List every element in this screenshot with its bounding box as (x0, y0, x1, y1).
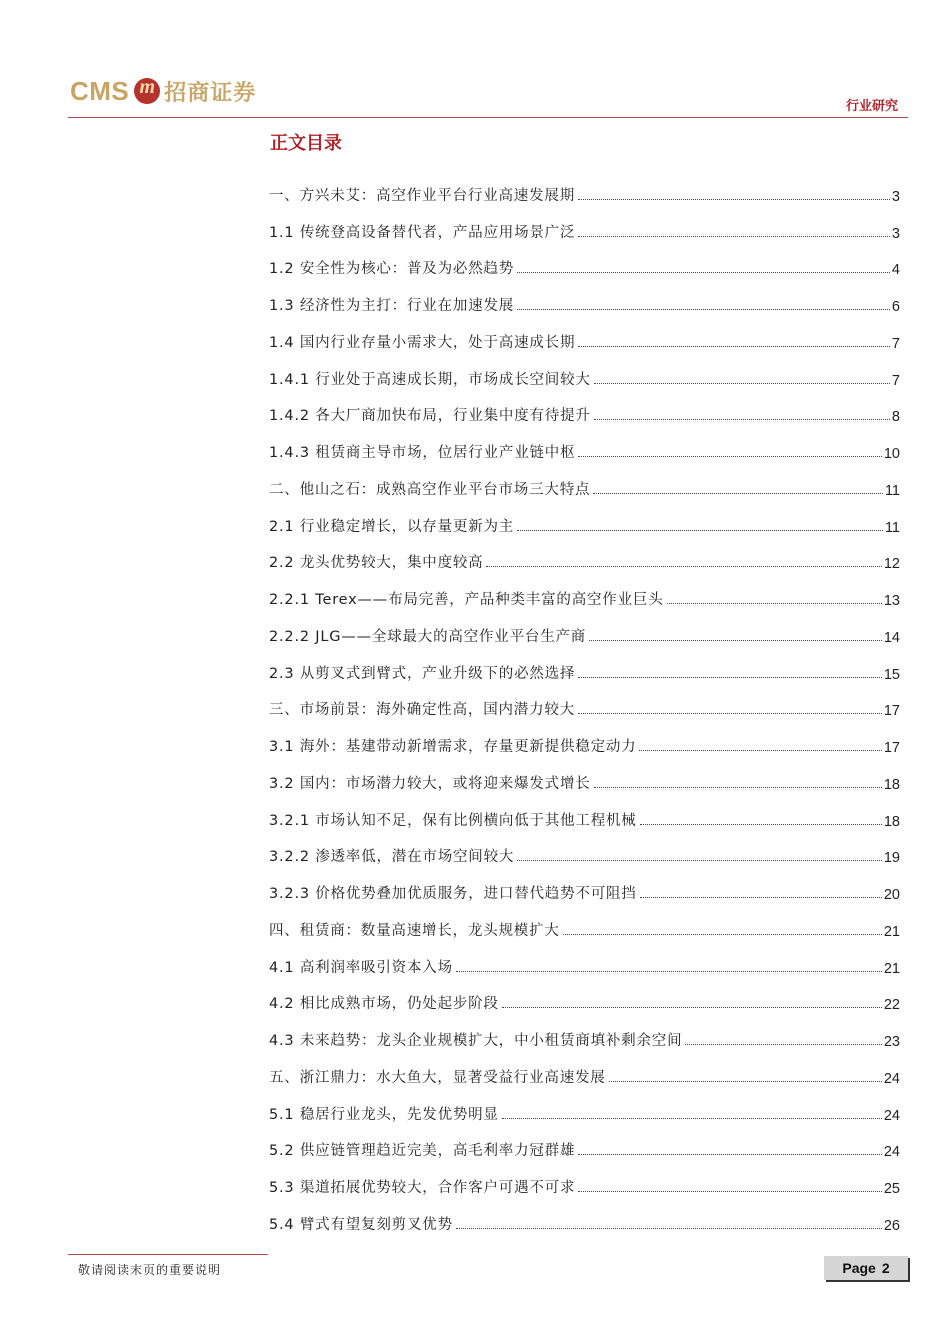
toc-entry-label: 1.2 安全性为核心：普及为必然趋势 (269, 261, 515, 278)
page-number: 2 (881, 1260, 890, 1276)
toc-leader-dots (502, 1118, 882, 1119)
toc-entry-label: 4.2 相比成熟市场，仍处起步阶段 (269, 996, 499, 1013)
toc-entry-page: 25 (883, 1181, 900, 1197)
toc-entry-page: 6 (891, 299, 900, 315)
header-divider (68, 117, 908, 118)
logo-emblem-icon (134, 78, 160, 104)
company-logo (70, 74, 256, 108)
toc-entry-label: 四、租赁商：数量高速增长，龙头规模扩大 (269, 922, 560, 939)
toc-entry-label: 4.1 高利润率吸引资本入场 (269, 959, 453, 976)
toc-entry[interactable] (269, 1013, 900, 1050)
page-indicator (824, 1256, 908, 1280)
toc-entry-label: 2.2.2 JLG——全球最大的高空作业平台生产商 (269, 628, 587, 645)
toc-entry[interactable] (269, 1160, 900, 1197)
toc-entry-label: 3.1 海外：基建带动新增需求，存量更新提供稳定动力 (269, 739, 637, 755)
toc-leader-dots (502, 1007, 882, 1008)
toc-leader-dots (578, 677, 882, 678)
toc-entry-page: 18 (883, 776, 900, 793)
toc-leader-dots (593, 493, 883, 494)
toc-entry-page: 24 (883, 1107, 900, 1124)
toc-entry-page: 10 (883, 446, 900, 462)
toc-leader-dots (456, 971, 882, 972)
logo-cms-text: CMS (70, 75, 130, 106)
toc-leader-dots (589, 640, 882, 641)
toc-entry-page: 4 (891, 262, 900, 279)
toc-entry-label: 4.3 未来趋势：龙头企业规模扩大，中小租赁商填补剩余空间 (269, 1033, 683, 1049)
toc-entry-page: 22 (883, 997, 900, 1014)
toc-leader-dots (640, 897, 882, 898)
toc-entry-page: 24 (883, 1144, 900, 1161)
report-category: 行业研究 (845, 99, 898, 114)
toc-leader-dots (609, 1081, 882, 1082)
toc-entry[interactable] (269, 866, 900, 903)
toc-entry-label: 2.2.1 Terex——布局完善，产品种类丰富的高空作业巨头 (269, 592, 664, 608)
toc-entry[interactable] (269, 572, 900, 609)
toc-entry-label: 2.2 龙头优势较大，集中度较高 (269, 555, 484, 572)
toc-entry-label: 二、他山之石：成熟高空作业平台市场三大特点 (269, 481, 591, 498)
toc-entry-label: 3.2.2 渗透率低，潜在市场空间较大 (269, 849, 515, 866)
toc-entry-page: 18 (883, 813, 900, 830)
toc-entry[interactable] (269, 940, 900, 977)
toc-entry[interactable] (269, 499, 900, 536)
toc-entry[interactable] (269, 168, 900, 205)
toc-entry-label: 一、方兴未艾：高空作业平台行业高速发展期 (269, 187, 575, 204)
toc-leader-dots (578, 713, 882, 714)
toc-entry-page: 21 (883, 960, 900, 977)
toc-entry[interactable] (269, 1050, 900, 1087)
toc-entry-label: 1.4.3 租赁商主导市场，位居行业产业链中枢 (269, 445, 576, 461)
toc-leader-dots (578, 1191, 882, 1192)
toc-entry[interactable] (269, 793, 900, 830)
toc-entry-label: 3.2 国内：市场潜力较大，或将迎来爆发式增长 (269, 775, 591, 792)
toc-entry[interactable] (269, 646, 900, 683)
footer-divider (68, 1254, 268, 1255)
toc-title: 正文目录 (270, 133, 342, 154)
toc-entry[interactable] (269, 278, 900, 315)
toc-leader-dots (578, 346, 890, 347)
toc-entry[interactable] (269, 1087, 900, 1124)
toc-leader-dots (517, 272, 890, 273)
toc-entry-label: 3.2.1 市场认知不足，保有比例横向低于其他工程机械 (269, 812, 637, 829)
toc-entry[interactable] (269, 352, 900, 389)
toc-entry-page: 3 (891, 225, 900, 242)
toc-leader-dots (594, 787, 882, 788)
toc-entry[interactable] (269, 205, 900, 242)
toc-entry-page: 3 (891, 188, 900, 205)
toc-leader-dots (456, 1228, 882, 1229)
toc-entry-label: 1.4 国内行业存量小需求大，处于高速成长期 (269, 334, 576, 351)
toc-entry[interactable] (269, 462, 900, 499)
toc-entry-label: 1.4.1 行业处于高速成长期，市场成长空间较大 (269, 371, 591, 388)
toc-entry-page: 11 (884, 519, 900, 536)
toc-entry-page: 20 (883, 887, 900, 903)
toc-entry[interactable] (269, 536, 900, 573)
toc-entry-page: 8 (891, 409, 900, 426)
toc-entry-page: 24 (883, 1070, 900, 1087)
logo-company-name: 招商证券 (164, 80, 257, 106)
toc-entry-label: 2.1 行业稳定增长，以存量更新为主 (269, 518, 515, 535)
toc-leader-dots (578, 236, 890, 237)
toc-entry-page: 17 (883, 703, 900, 720)
footer-disclaimer: 敬请阅读末页的重要说明 (78, 1263, 222, 1277)
toc-entry-label: 五、浙江鼎力：水大鱼大，显著受益行业高速发展 (269, 1069, 606, 1086)
toc-entry[interactable] (269, 1124, 900, 1161)
toc-entry[interactable] (269, 756, 900, 793)
toc-entry[interactable] (269, 719, 900, 756)
toc-leader-dots (578, 199, 890, 200)
toc-entry-label: 三、市场前景：海外确定性高，国内潜力较大 (269, 702, 575, 719)
toc-leader-dots (517, 530, 883, 531)
toc-entry[interactable] (269, 389, 900, 426)
toc-leader-dots (685, 1044, 881, 1045)
toc-entry[interactable] (269, 683, 900, 720)
toc-entry-page: 17 (883, 740, 900, 756)
toc-entry-page: 11 (884, 482, 900, 499)
toc-entry-label: 5.3 渠道拓展优势较大，合作客户可遇不可求 (269, 1180, 576, 1196)
toc-leader-dots (667, 603, 882, 604)
toc-leader-dots (486, 566, 881, 567)
toc-entry-label: 5.4 臂式有望复刻剪叉优势 (269, 1216, 453, 1233)
toc-entry-label: 1.1 传统登高设备替代者，产品应用场景广泛 (269, 224, 576, 241)
toc-entry[interactable] (269, 315, 900, 352)
toc-entry-page: 12 (883, 556, 900, 573)
toc-entry[interactable] (269, 609, 900, 646)
toc-entry-page: 26 (883, 1217, 900, 1234)
toc-entry-page: 13 (883, 593, 900, 609)
table-of-contents (269, 168, 900, 1234)
toc-entry-page: 21 (883, 923, 900, 940)
toc-entry-label: 1.4.2 各大厂商加快布局，行业集中度有待提升 (269, 408, 591, 425)
toc-entry[interactable] (269, 425, 900, 462)
toc-entry[interactable] (269, 830, 900, 867)
toc-leader-dots (517, 860, 882, 861)
toc-leader-dots (578, 456, 881, 457)
toc-entry-page: 19 (883, 850, 900, 867)
toc-leader-dots (640, 824, 882, 825)
toc-entry-label: 5.2 供应链管理趋近完美，高毛利率力冠群雄 (269, 1143, 576, 1160)
toc-entry-page: 15 (883, 666, 900, 683)
toc-entry-page: 14 (883, 629, 900, 646)
toc-entry-page: 23 (883, 1034, 900, 1050)
toc-leader-dots (578, 1154, 882, 1155)
toc-entry-label: 1.3 经济性为主打：行业在加速发展 (269, 298, 515, 314)
toc-entry[interactable] (269, 977, 900, 1014)
page-label: Page (842, 1260, 876, 1276)
toc-leader-dots (594, 383, 890, 384)
toc-leader-dots (517, 309, 890, 310)
toc-leader-dots (639, 750, 881, 751)
toc-entry[interactable] (269, 903, 900, 940)
toc-entry-label: 2.3 从剪叉式到臂式，产业升级下的必然选择 (269, 665, 576, 682)
toc-leader-dots (563, 934, 882, 935)
toc-entry-page: 7 (891, 372, 900, 389)
toc-leader-dots (594, 419, 890, 420)
toc-entry-page: 7 (891, 335, 900, 352)
toc-entry-label: 5.1 稳居行业龙头，先发优势明显 (269, 1106, 499, 1123)
toc-entry-label: 3.2.3 价格优势叠加优质服务，进口替代趋势不可阻挡 (269, 886, 637, 902)
toc-entry[interactable] (269, 1197, 900, 1234)
toc-entry[interactable] (269, 242, 900, 279)
